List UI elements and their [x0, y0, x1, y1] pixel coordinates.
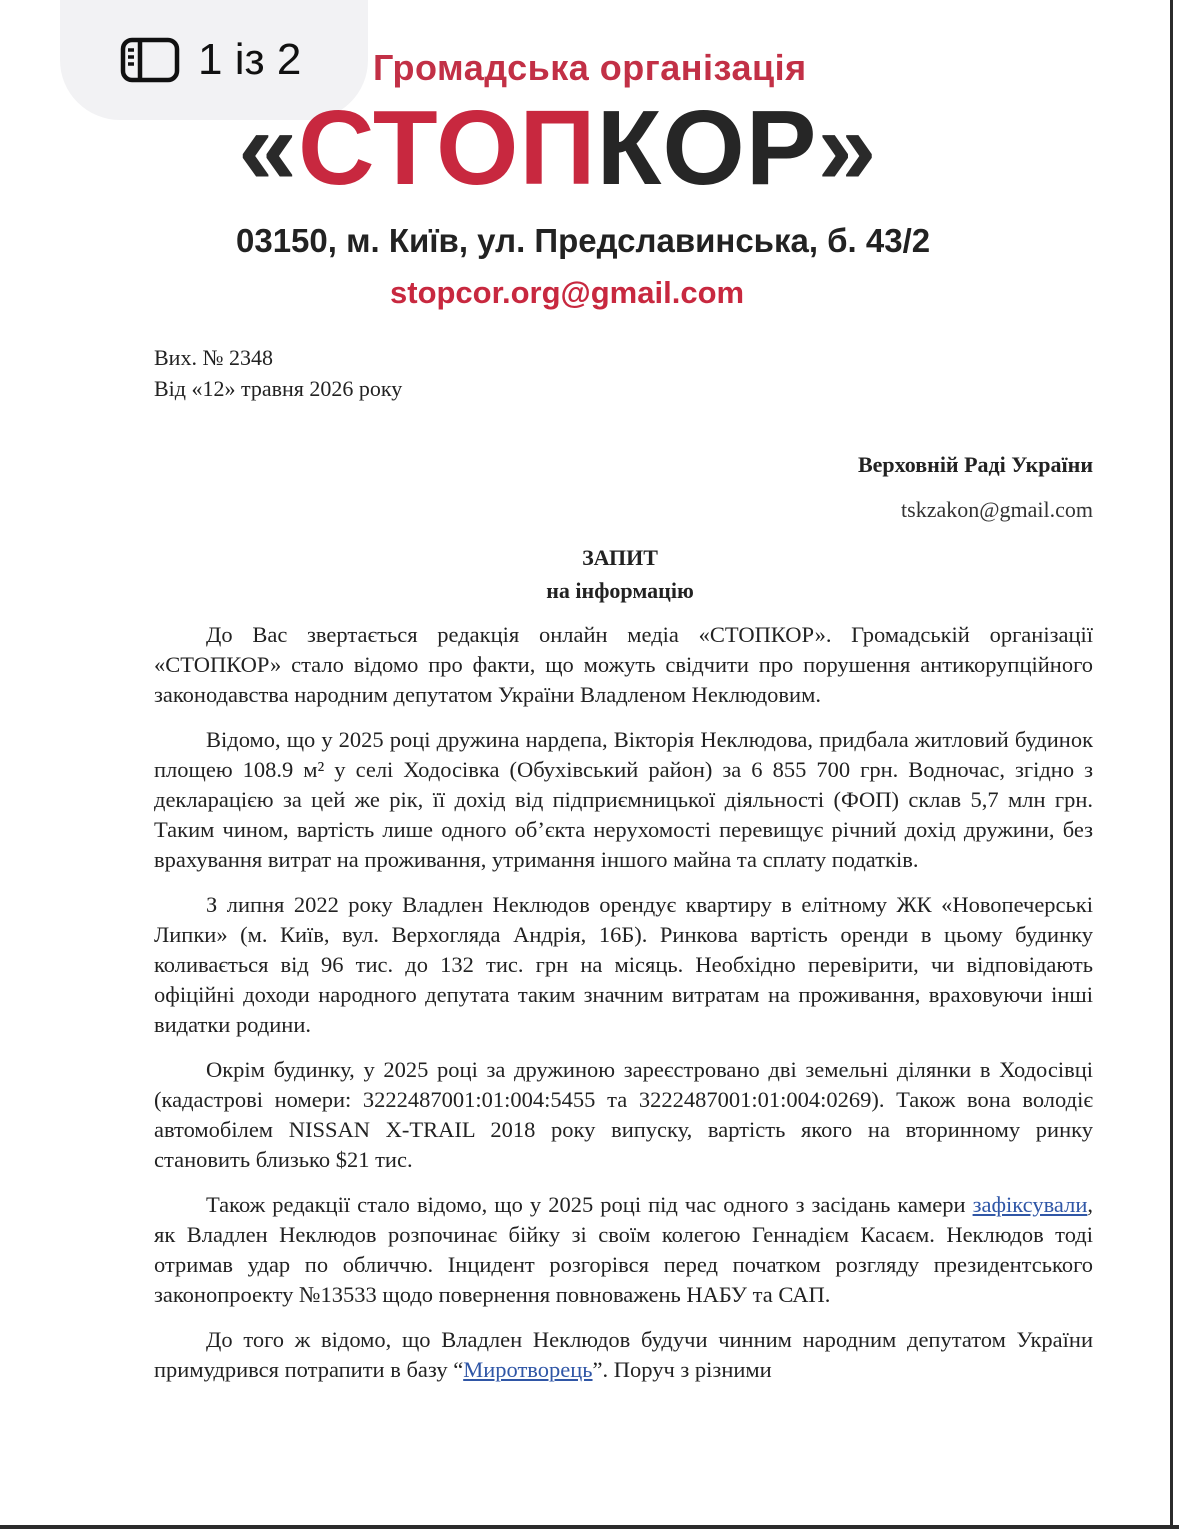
letter-body: [154, 620, 1093, 1400]
myrotvorets-link[interactable]: Миротворець: [463, 1357, 593, 1382]
paragraph-6: [154, 1325, 1093, 1385]
org-name-quote-open: «: [238, 89, 298, 207]
outgoing-number: Вих. № 2348: [154, 345, 273, 370]
sidebar-icon: [120, 37, 180, 83]
org-name-quote-close: »: [817, 89, 878, 207]
fight-video-link[interactable]: зафіксували: [972, 1192, 1088, 1217]
org-name-part2: КОР: [596, 89, 818, 207]
paragraph-4: Окрім будинку, у 2025 році за дружиною зареєстровано дві земельні ділянки в Ходосівці (кадастрові номери: 3222487001:01:004:5455 та 3222487001:01:004:0269). Також вона володіє автомобілем NISSAN X-TRAIL 2018 року випуску, вартість якого на вторинному ринку становить близько $21 тис.: [154, 1057, 1093, 1172]
paragraph-1: До Вас звертається редакція онлайн медіа «СТОПКОР». Громадській організації «СТОПКОР» стало відомо про факти, що можуть свідчити про порушення антикорупційного законодавства народним депутатом України Владленом Неклюдовим.: [154, 622, 1093, 707]
paragraph-2: Відомо, що у 2025 році дружина нардепа, Вікторія Неклюдова, придбала житловий будинок площею 108.9 м² у селі Ходосівка (Обухівський район) за 6 855 700 грн. Водночас, згідно з декларацією за цей же рік, її дохід від підприємницької діяльності (ФОП) склав 5,7 млн грн. Таким чином, вартість лише одного об’єкта нерухомості перевищує річний дохід дружини, без врахування витрат на проживання, утримання іншого майна та сплату податків.: [154, 727, 1093, 872]
org-type: Громадська організація: [373, 47, 807, 88]
org-email: stopcor.org@gmail.com: [390, 275, 745, 310]
page-indicator-label: 1 із 2: [198, 35, 302, 84]
paragraph-3: З липня 2022 року Владлен Неклюдов орендує квартиру в елітному ЖК «Новопечерські Липки» (м. Київ, вул. Верхогляда Андрія, 16Б). Ринкова вартість оренди в цьому будинку коливається від 96 тис. до 132 тис. грн на місяць. Необхідно перевірити, чи відповідають офіційні доходи народного депутата таким значним витратам на проживання, враховуючи інші видатки родини.: [154, 892, 1093, 1037]
page-divider: [0, 1525, 1179, 1529]
org-name-part1: СТОП: [297, 89, 597, 207]
paragraph-5-text-a: Також редакції стало відомо, що у 2025 році під час одного з засідань камери: [206, 1192, 973, 1217]
org-address: 03150, м. Київ, ул. Предславинська, б. 43/2: [236, 222, 931, 259]
document-title: ЗАПИТ: [582, 545, 658, 570]
letter-date: Від «12» травня 2026 року: [154, 376, 403, 401]
paragraph-5: [154, 1190, 1093, 1310]
addressee-name: Верховній Раді України: [857, 452, 1093, 477]
paragraph-6-text-b: ”. Поруч з різними: [592, 1357, 772, 1382]
document-subtitle: на інформацію: [546, 578, 694, 603]
org-name: [238, 89, 1018, 207]
addressee-email: tskzakon@gmail.com: [901, 497, 1093, 522]
paragraph-6-text-a: До того ж відомо, що Владлен Неклюдов будучи чинним народним депутатом України примудрився потрапити в базу “: [154, 1327, 1093, 1382]
paragraph-5-text-b: , як Владлен Неклюдов розпочинає бійку зі своїм колегою Геннадієм Касаєм. Неклюдов тоді отримав удар по обличчю. Інцидент розгорівся перед початком розгляду президентського законопроекту №13533 щодо повернення повноважень НАБУ та САП.: [154, 1192, 1093, 1307]
